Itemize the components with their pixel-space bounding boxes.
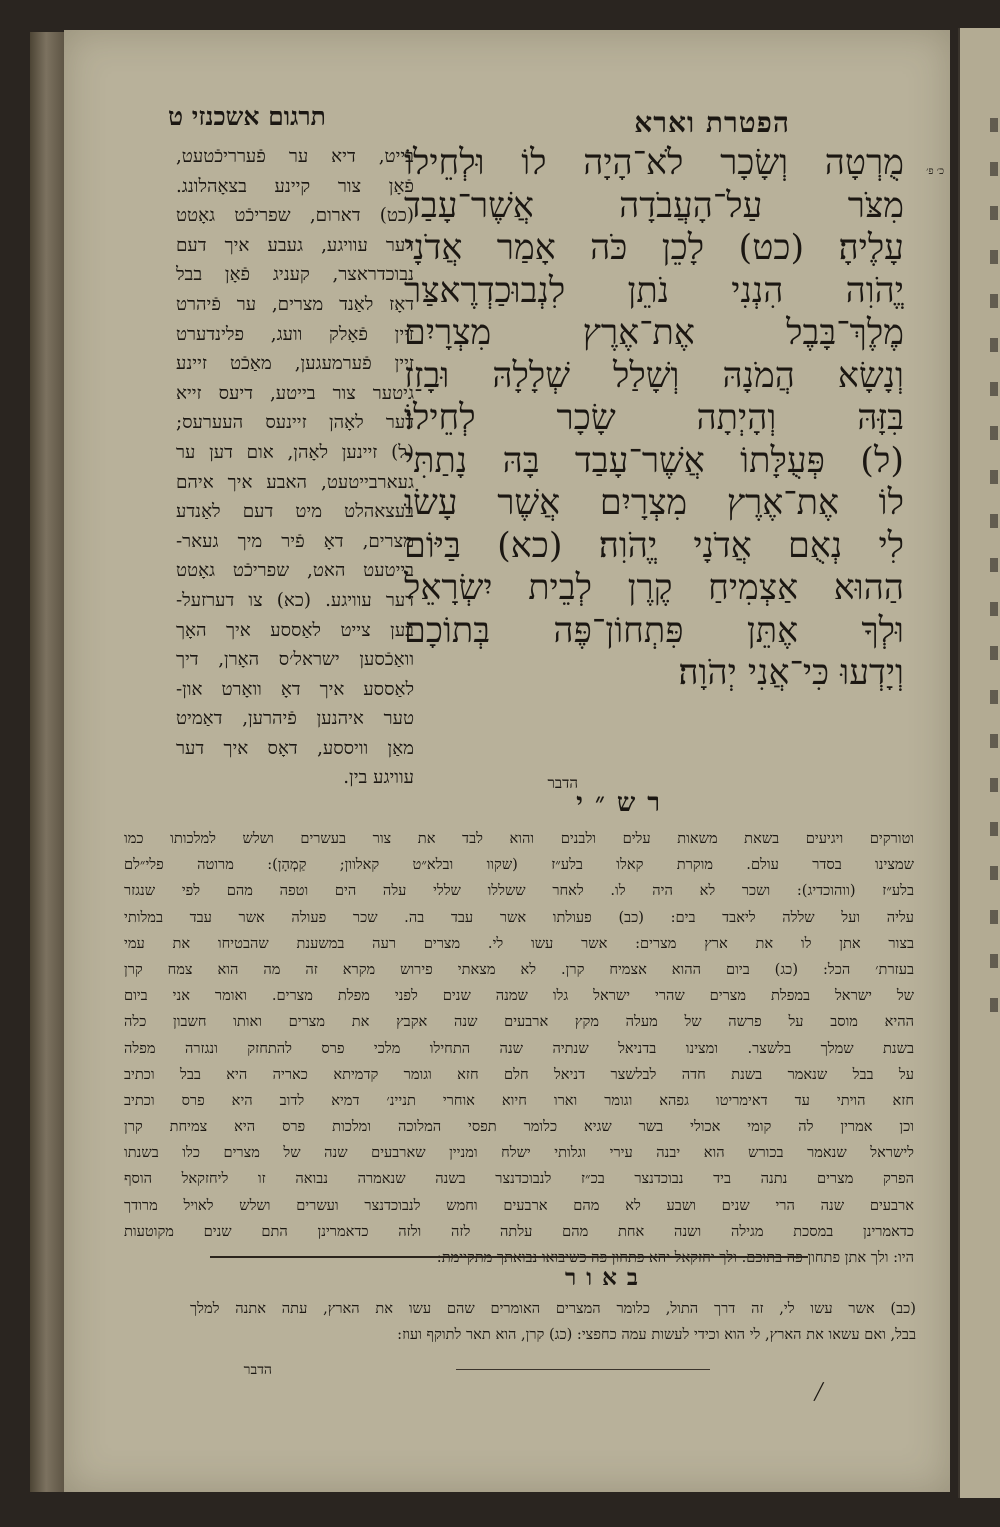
main-text-line: עָלֶיהָ׃ (כט) לָכֵן כֹּה אָמַר אֲדֹנָי [404, 228, 904, 268]
rashi-line: על בבל שנאמר בשנת חדה לבלשצר דניאל חלם חזא וגומר קדמיתא כאריה היא בבל וכתיב [124, 1065, 914, 1083]
rashi-line: לישראל שנאמר בכורש הוא יבנה עירי וגלותי ישלח ומניין שארבעים שנה של מצרים כלו בשנתו [124, 1144, 914, 1162]
rashi-line: עליה ועל שללה ליאבד בים: (כב) פעולתו אשר עבד בה. שכר פעולה אשר עבד במלותי [124, 908, 914, 926]
beur-commentary [190, 1296, 916, 1348]
yiddish-line: בען צייט לאַססע איך האָך [176, 619, 414, 641]
main-text-line: מֶלֶךְ־בָּבֶל אֶת־אֶרֶץ מִצְרָיִם [404, 313, 904, 353]
book-spine-edge [30, 32, 66, 1492]
yiddish-line: בייט, דיא ער פֿערריכֿטעט, [176, 146, 414, 167]
beur-catchword: הדבר [243, 1362, 272, 1378]
main-text-line: (ל) פְּעֻלָּתוֹ אֲשֶׁר־עָבַד בָּהּ נָתַתִּי [404, 440, 904, 481]
yiddish-line: בעצאהלט מיט דעם לאַנדע [176, 501, 414, 523]
yiddish-translation [176, 142, 414, 793]
yiddish-line: נבוכדראצר, קעניג פֿאָן בבל [176, 264, 414, 286]
yiddish-line: (כט) דארום, שפריכֿט גאָטט [176, 205, 414, 227]
yiddish-line: זיין פֿערמעגען, מאַכֿט זיינע [176, 353, 414, 375]
yiddish-line: מצרים, דאָ פֿיר מיך געאר- [176, 530, 414, 552]
rashi-line: ההיא מוסב על פרשה של מעלה מקץ ארבעים שנה אקבץ את מצרים ואותו חשבון כלה [124, 1013, 914, 1031]
beur-line: בבל, ואם עשאו את הארץ, לי הוא וכידי לעשות עמה כחפצי: (כג) קרן, הוא תאר לתוקף ועוז: [397, 1326, 916, 1344]
yiddish-line: וואַכֿסען ישראל׳ס האָרן, דיך [176, 649, 414, 671]
rashi-line: בשנת שמלך בלשצר. ומצינו בדניאל שנתיה שנה התחילו מלכי פרס להתחזק ונגזרה מפלה [124, 1039, 914, 1057]
next-page-print-bleed [990, 118, 998, 1018]
margin-side-mark: כ׳ פ׳ [926, 166, 944, 177]
yiddish-line: דער לאָהן זיינעס העערעס; [176, 412, 414, 434]
yiddish-line: פֿאָן צור קיינע בצאָהלונג. [176, 175, 414, 197]
yiddish-line: דער עוויגע. (כא) צו דערזעל- [176, 589, 414, 611]
yiddish-line: (ל) זיינען לאָהן, אום דען ער [176, 441, 414, 463]
haftara-title: הפטרת וארא [634, 106, 790, 139]
yiddish-line: לאַססע איך דאָ וואָרט און- [176, 678, 414, 700]
main-text-line: וְנָשָׂא הֲמֹנָהּ וְשָׁלַל שְׁלָלָהּ וּבָזַז [404, 355, 904, 396]
yiddish-line: דער עוויגע, געבע איך דעם [176, 234, 414, 256]
rashi-line: בצור אתן לו את ארץ מצרים: אשר עשו לי. מצרים רעה במשענת שהבטיחו את עמי [124, 934, 914, 952]
rashi-line: בלע״ז (ווהוכדיג): ושכר לא היה לו. לאחר ששללו שללי עלה הים וטפה מהם לפי שנגזר [124, 882, 914, 900]
main-text-line: לִי נְאֻם אֲדֹנָי יֱהֹוִה׃ (כא) בַּיּוֹם [404, 525, 904, 566]
yiddish-line: מאַן וויססע, דאָס איך דער [176, 737, 414, 759]
yiddish-line: עוויגע בין. [343, 767, 414, 789]
short-rule [456, 1369, 710, 1370]
rashi-line: היו: ולך אתן פתחון פה בתוכם. ולך יחזקאל יהא פתחון פה כשיבואו נבואתך מתקיימת: [436, 1249, 914, 1266]
rashi-line: וכן אמרין לה קומי אכולי בשר שגיא כלומר תפסי המלוכה ומלכות פרס היא צמיחת קרן [124, 1118, 914, 1136]
rashi-line: כדאמרינן במסכת מגילה ושנה אחת מהם עלתה לזה ולזה כדאמרינן התם שנים מקוטעות [124, 1222, 914, 1240]
targum-title: תרגום אשכנזי ט [168, 102, 326, 131]
rashi-line: ארבעים שנה הרי שנים ושבע לא מהם ארבעים וחמש לנבוכדנצר ועשרים ושלש לאויל מרודך [124, 1196, 914, 1214]
ink-mark: ╱ [814, 1382, 824, 1401]
yiddish-line: גיטער צור בייטע, דיעס זייא [176, 382, 414, 404]
yiddish-line: געארבייטעט, האבע איך איהם [176, 471, 414, 493]
rashi-commentary [124, 826, 914, 1271]
rashi-line: וטורקים ויגיעים בשאת משאות עלים ולבנים והוא לבד את צור בעשרים ושלש למלכותו כמו [124, 830, 914, 847]
yiddish-line: בייטעט האט, שפריכֿט גאָטט [176, 560, 414, 582]
book-page [64, 30, 950, 1492]
next-page-edge [958, 28, 1000, 1498]
rashi-line: חזא הויתי עד דאימריטו גפהא וגומר וארו חיוא אוחרי תניינ׳ דמיא לדוב היא פרס וכתיב [124, 1091, 914, 1109]
main-text-line: לוֹ אֶת־אֶרֶץ מִצְרָיִם אֲשֶׁר עָשׂוּ [404, 483, 904, 523]
yiddish-line: טער איהנען פֿיהרען, דאַמיט [176, 708, 414, 730]
yiddish-line: זיין פֿאָלק וועג, פלינדערט [176, 323, 414, 345]
main-text-line: הַהוּא אַצְמִיחַ קֶרֶן לְבֵית יִשְׂרָאֵל [404, 568, 904, 608]
rashi-line: בעזרת׳ הכל: (כג) ביום ההוא אצמיח קרן. לא מצאתי פירוש מקרא זה מה הוא צמח קרן [124, 960, 914, 978]
main-text-line: יֱהֹוִה הִנְנִי נֹתֵן לִנְבוּכַדְרֶאצַּר [404, 270, 904, 311]
rashi-line: של ישראל במפלת מצרים שהרי ישראל גלו שמנה שנים לפני מפלת מצרים. ואומר אני ביום [124, 987, 914, 1005]
main-text-line: וְיָדְעוּ כִּי־אֲנִי יְהֹוָה׃ [678, 653, 904, 693]
main-text-line: בִּזָּהּ וְהָיְתָה שָׂכָר לְחֵילוֹ׃ [404, 398, 904, 438]
beur-title: באור [564, 1264, 648, 1291]
main-hebrew-text [404, 142, 904, 695]
rashi-title: רש״י [576, 788, 672, 818]
section-divider [210, 1256, 808, 1258]
main-catchword: הדבר [547, 774, 578, 792]
beur-line: (כב) אשר עשו לי, זה דרך התול, כלומר המצרים האומרים שהם עשו את הארץ, עתה אתנה למלך [190, 1300, 916, 1317]
yiddish-line: דאָז לאַנד מצרים, ער פֿיהרט [176, 293, 414, 315]
main-text-line: מִצֹּר עַל־הָעֲבֹדָה אֲשֶׁר־עָבַד [404, 185, 904, 226]
rashi-line: שמצינו בסדר עולם. מוקרת קאלו בלע״ז (שקוו ובלא״ט קאלוון; קַמְהָן): מרוטה פלי״לם [124, 856, 914, 874]
main-text-line: מֻרְטָה וְשָׂכָר לֹא־הָיָה לוֹ וּלְחֵילוֹ [404, 143, 904, 183]
rashi-line: הפרק מצרים נתנה ביד נבוכדנצר בכ״ז לנבוכדנצר בשנה שנאמרה נבואה זו ליחזקאל הוסף [124, 1170, 914, 1188]
main-text-line: וּלְךָ אֶתֵּן פִּתְחוֹן־פֶּה בְּתוֹכָם [404, 610, 904, 651]
